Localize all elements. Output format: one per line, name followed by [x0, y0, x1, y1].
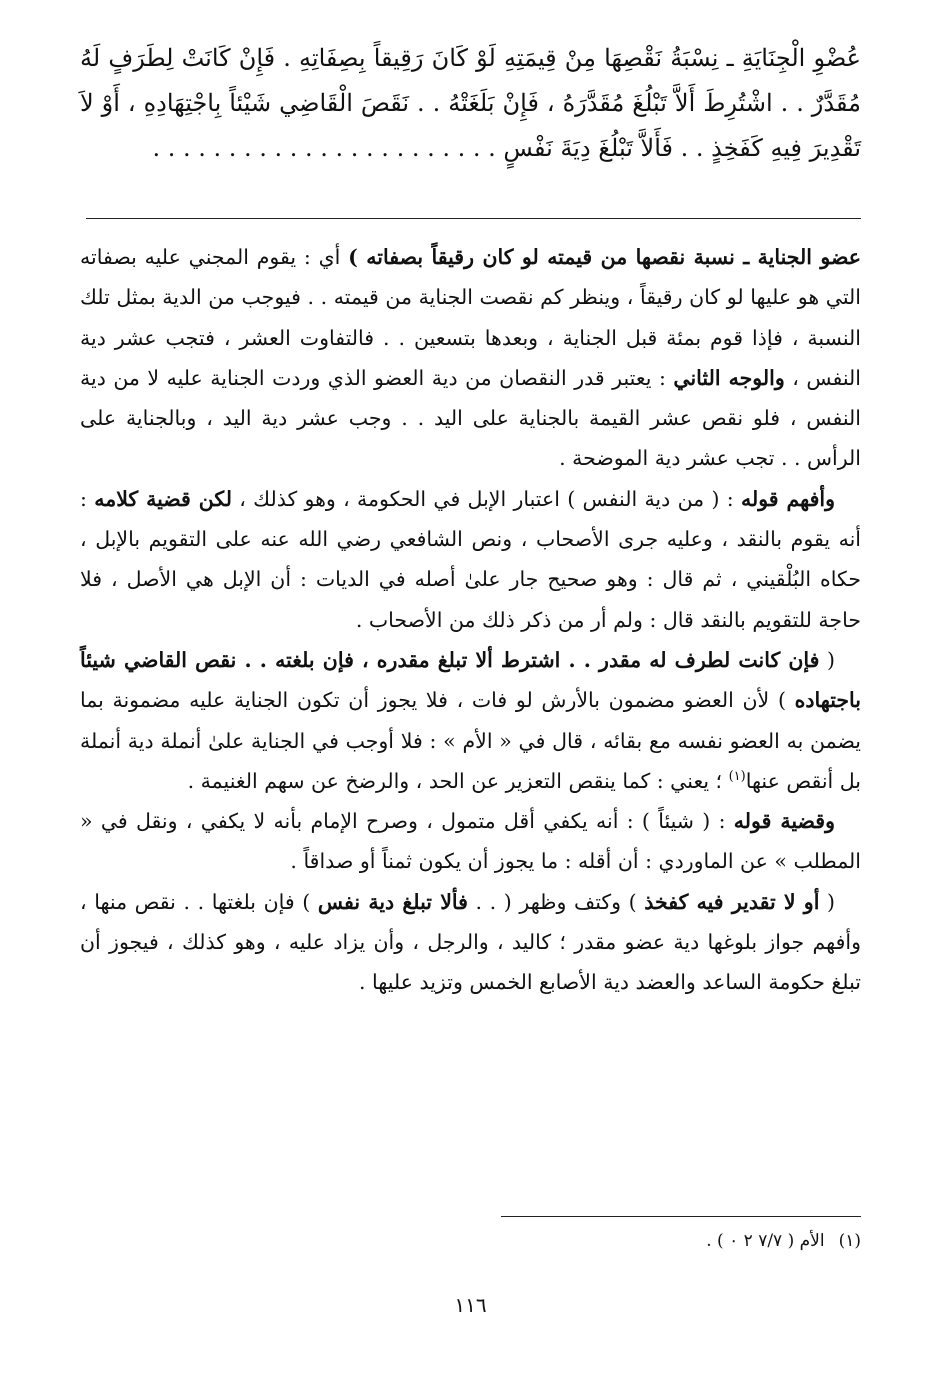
commentary-span: ) لأن العضو مضمون بالأرش لو فات ، فلا يجوز أن تكون الجناية عليه مضمونة بما يضمن به العضو نفسه مع بقائه ، قال في « الأم » : فلا أوجب في الجناية علىٰ أنملة دية أنملة بل أنقص عنها — [80, 688, 861, 793]
commentary-span: ( — [819, 889, 836, 914]
commentary-paragraph — [80, 479, 861, 640]
footnote-number: (١) — [838, 1231, 861, 1251]
matn-line: مُقَدَّرٌ . . اشْتُرِطَ أَلاَّ تَبْلُغَ مُقَدَّرَهُ ، فَإِنْ بَلَغَتْهُ . . نَقَصَ الْقَاضِي شَيْئاً بِاجْتِهَادِهِ ، أَوْ لاَ — [80, 89, 861, 117]
commentary-span: ) وكتف وظهر ( . . — [467, 889, 645, 914]
footnote-text: الأم ( ٧/٧ ٢ ٠ ) . — [706, 1231, 825, 1251]
commentary-paragraph — [80, 237, 861, 479]
quoted-matn: لكن قضية كلامه — [94, 486, 232, 511]
commentary-span: ( — [819, 647, 835, 672]
matn-separator — [86, 218, 861, 219]
commentary-span: : أنه يقوم بالنقد ، وعليه جرى الأصحاب ، ونص الشافعي رضي الله عنه على التقويم بالإبل ، حكاه البُلْقيني ، ثم قال : وهو صحيح جار علىٰ أصله في الديات : أن الإبل هي الأصل ، فلا حاجة للتقويم بالنقد قال : ولم أر من ذكر ذلك من الأصحاب . — [80, 486, 861, 632]
commentary-paragraph — [80, 640, 861, 801]
commentary-span: : ( من دية النفس ) اعتبار الإبل في الحكومة ، وهو كذلك ، — [231, 486, 741, 511]
commentary-span: أي : يقوم المجني عليه بصفاته التي هو عليها لو كان رقيقاً ، وينظر كم نقصت الجناية من قيمته . . فيوجب من الدية بمثل تلك النسبة ، فإذا قوم بمئة قبل الجناية ، وبعدها بتسعين . . فالتفاوت العشر ، فتجب عشر دية النفس ، — [80, 245, 861, 390]
quoted-matn: وأفهم قوله — [740, 486, 835, 511]
commentary-text — [80, 237, 861, 1003]
commentary-span: ؛ يعني : كما ينقص التعزير عن الحد ، والرضخ عن سهم الغنيمة . — [187, 768, 729, 793]
commentary-paragraph — [80, 801, 861, 882]
footnote — [80, 1226, 861, 1256]
quoted-matn: عضو الجناية ـ نسبة نقصها من قيمته لو كان رقيقاً بصفاته ) — [348, 245, 861, 269]
commentary-span: : يعتبر قدر النقصان من دية العضو الذي وردت الجناية عليه لا من دية النفس ، فلو نقص عشر القيمة بالجناية على اليد . . وجب عشر دية اليد ، وبالجناية على الرأس . . تجب عشر دية الموضحة . — [80, 365, 861, 471]
matn-line: تَقْدِيرَ فِيهِ كَفَخِذٍ . . فَأَلاَّ تَبْلُغَ دِيَةَ نَفْسٍ . . . . . . . . . . . . . . . . . . . . . . . — [152, 134, 861, 162]
page-number: ١١٦ — [454, 1293, 487, 1317]
commentary-span: ) فإن بلغتها . . نقص منها ، وأفهم جواز بلوغها دية عضو مقدر ؛ كاليد ، والرجل ، وأن يزاد عليه ، وهو كذلك ، فيجوز أن تبلغ حكومة الساعد والعضد دية الأصابع الخمس وتزيد عليها . — [80, 889, 861, 995]
quoted-matn: أو لا تقدير فيه كفخذ — [644, 889, 820, 914]
quoted-matn: فألا تبلغ دية نفس — [317, 889, 468, 914]
matn-line: عُضْوِ الْجِنَايَةِ ـ نِسْبَةُ نَقْصِهَا مِنْ قِيمَتِهِ لَوْ كَانَ رَقِيقاً بِصِفَاتِهِ . فَإِنْ كَانَتْ لِطَرَفٍ لَهُ — [80, 44, 861, 72]
commentary-paragraph — [80, 882, 861, 1003]
quoted-matn: وقضية قوله — [733, 809, 835, 834]
matn-text — [80, 36, 861, 171]
quoted-matn: فإن كانت لطرف له مقدر . . اشترط ألا تبلغ مقدره ، فإن بلغته . . نقص القاضي شيئاً باجتهاده — [80, 647, 861, 713]
footnote-separator — [501, 1216, 861, 1217]
footnote-marker[interactable]: (١) — [728, 769, 746, 785]
quoted-matn: والوجه الثاني — [673, 365, 785, 390]
commentary-span: : ( شيئاً ) : أنه يكفي أقل متمول ، وصرح الإمام بأنه لا يكفي ، ونقل في « المطلب » عن الماوردي : أن أقله : ما يجوز أن يكون ثمناً أو صداقاً . — [80, 809, 861, 874]
